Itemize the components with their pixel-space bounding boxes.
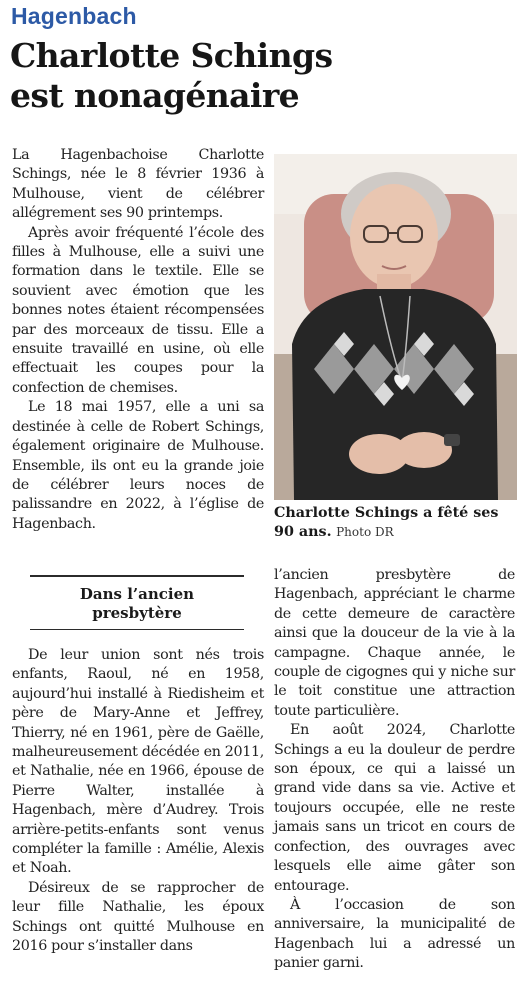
photo-credit: Photo DR bbox=[336, 525, 394, 539]
photo-caption bbox=[274, 504, 517, 542]
headline bbox=[10, 36, 520, 116]
paragraph-intro: La Hagenbachoise Charlotte Schings, née le 8 février 1936 à Mulhouse, vient de célébrer allégrement ses 90 printemps. bbox=[12, 147, 264, 222]
portrait-photo bbox=[274, 154, 517, 500]
article-column-2 bbox=[12, 646, 264, 957]
paragraph-career: Après avoir fréquenté l’école des filles à Mulhouse, elle a suivi une formation dans le textile. Elle se souvient avec émotion que les bonnes notes étaient récompensées par des morceaux de tissu. Elle a ensuite travaillé en usine, où elle effectuait les coupes pour la confection de chemises. bbox=[12, 224, 264, 396]
headline-line-1: Charlotte Schings bbox=[10, 36, 333, 75]
intertitle-line-1: Dans l’ancien bbox=[79, 585, 195, 603]
section-kicker: Hagenbach bbox=[11, 3, 137, 29]
intertitle bbox=[30, 575, 244, 630]
article-column-3 bbox=[274, 566, 515, 974]
headline-line-2: est nonagénaire bbox=[10, 76, 300, 115]
paragraph-widowhood: En août 2024, Charlotte Schings a eu la douleur de perdre son époux, ce qui a laissé un grand vide dans sa vie. Active et toujours occupée, elle ne reste jamais sans un tricot en cours de confection, des ouvrages avec lesquels elle aime gâter son entourage. bbox=[274, 722, 515, 894]
paragraph-move: Désireux de se rapprocher de leur fille Nathalie, les époux Schings ont quitté Mulhouse en 2016 pour s’installer dans bbox=[12, 879, 264, 955]
caption-text: Charlotte Schings a fêté ses 90 ans. bbox=[274, 505, 499, 540]
paragraph-birthday: À l’occasion de son anniversaire, la municipalité de Hagenbach lui a adressé un panier garni. bbox=[274, 896, 515, 972]
paragraph-marriage: Le 18 mai 1957, elle a uni sa destinée à celle de Robert Schings, également originaire de Mulhouse. Ensemble, ils ont eu la grande joie de célébrer leurs noces de palissandre en 2022, à l’église de Hagenbach. bbox=[12, 399, 264, 532]
article-column-1 bbox=[12, 146, 264, 534]
intertitle-line-2: presbytère bbox=[92, 604, 182, 622]
paragraph-presbytery: l’ancien presbytère de Hagenbach, appréciant le charme de cette demeure de caractère ainsi que la douceur de la vie à la campagne. Chaque année, le couple de cigognes qui y niche sur le toit constitue une attraction toute particulière. bbox=[274, 567, 515, 719]
paragraph-children: De leur union sont nés trois enfants, Raoul, né en 1958, aujourd’hui installé à Riedisheim et père de Mary-Anne et Jeffrey, Thierry, né en 1961, père de Gaëlle, malheureusement décédée en 2011, et Nathalie, née en 1966, épouse de Pierre Walter, installée à Hagenbach, mère d’Audrey. Trois arrière-petits-enfants sont venus compléter la famille : Amélie, Alexis et Noah. bbox=[12, 647, 264, 877]
